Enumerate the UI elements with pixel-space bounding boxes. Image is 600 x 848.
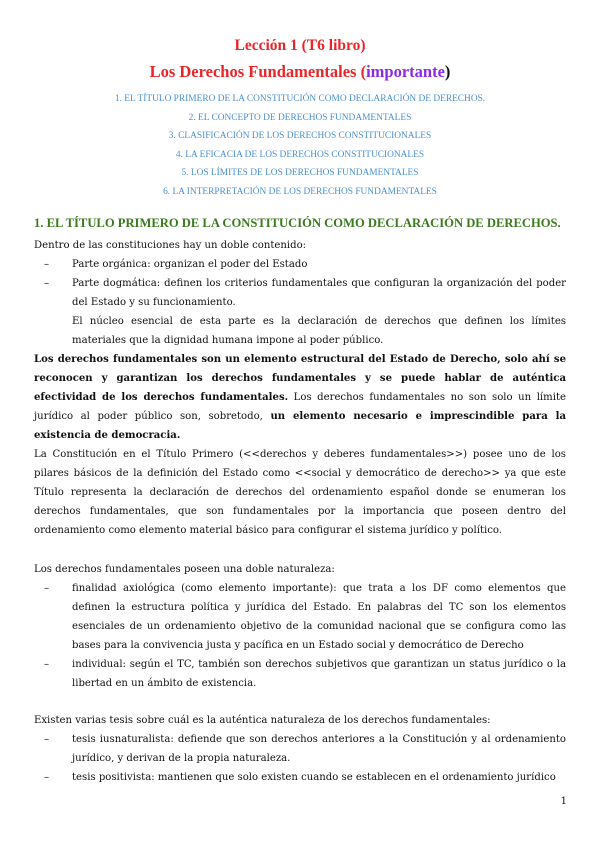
section-body-b bbox=[34, 445, 566, 540]
content-list bbox=[34, 255, 566, 312]
list-item bbox=[34, 579, 566, 655]
list-item-text: Parte dogmática: definen los criterios fundamentales que configuran la organización del poder del Estado y su funcionamiento. bbox=[72, 278, 566, 308]
bold-conclusion: un elemento necesario e imprescindible para la existencia de democracia. bbox=[34, 411, 566, 441]
intro-text: Dentro de las constituciones hay un doble contenido: bbox=[34, 240, 307, 251]
list-item bbox=[34, 255, 566, 274]
dash-bullet: – bbox=[44, 734, 50, 745]
paragraph: Existen varias tesis sobre cuál es la auténtica naturaleza de los derechos fundamentales: bbox=[34, 715, 491, 726]
paragraph: Los derechos fundamentales poseen una doble naturaleza: bbox=[34, 564, 335, 575]
toc-item[interactable]: 1. EL TÍTULO PRIMERO DE LA CONSTITUCIÓN COMO DECLARACIÓN DE DERECHOS. bbox=[114, 94, 486, 104]
nature-list bbox=[34, 579, 566, 693]
paragraph: La Constitución en el Título Primero (<<derechos y deberes fundamentales>>) posee uno de los pilares básicos de la definición del Estado como <<social y democrático de derecho>> ya que este Título representa la declaración de derechos del ordenamiento español donde se enumeran los derechos fundamentales, que son fundamentales por la importancia que poseen dentro del ordenamiento como elemento material básico para configurar el sistema jurídico y político. bbox=[34, 449, 566, 536]
dash-bullet: – bbox=[44, 659, 50, 670]
dash-bullet: – bbox=[44, 278, 50, 289]
dash-bullet: – bbox=[44, 772, 50, 783]
list-item bbox=[34, 768, 566, 787]
list-item-text: individual: según el TC, también son derechos subjetivos que garantizan un status jurídico o la libertad en un ámbito de existencia. bbox=[72, 659, 566, 689]
list-continuation: El núcleo esencial de esta parte es la declaración de derechos que definen los límites materiales que la dignidad humana impone al poder público. bbox=[72, 316, 566, 346]
theses-list bbox=[34, 730, 566, 787]
main-title bbox=[0, 62, 600, 82]
section-body-c bbox=[34, 560, 566, 693]
list-item bbox=[34, 655, 566, 693]
dash-bullet: – bbox=[44, 583, 50, 594]
list-item-text: tesis iusnaturalista: defiende que son derechos anteriores a la Constitución y al ordenamiento jurídico, y derivan de la propia naturaleza. bbox=[72, 734, 566, 764]
list-item-text: Parte orgánica: organizan el poder del Estado bbox=[72, 259, 308, 270]
toc-item[interactable]: 5. LOS LÍMITES DE LOS DERECHOS FUNDAMENTALES bbox=[181, 168, 419, 179]
list-item bbox=[34, 730, 566, 768]
table-of-contents bbox=[0, 90, 600, 202]
normal-statement: Los derechos fundamentales no son solo un límite jurídico al poder público son, sobretodo, bbox=[34, 392, 566, 422]
key-paragraph bbox=[34, 350, 566, 445]
section-body-d bbox=[34, 711, 566, 787]
main-title-highlight: importante bbox=[366, 62, 445, 81]
toc-item[interactable]: 3. CLASIFICACIÓN DE LOS DERECHOS CONSTITUCIONALES bbox=[168, 131, 432, 142]
lesson-title: Lección 1 (T6 libro) bbox=[234, 37, 366, 54]
page-number: 1 bbox=[560, 796, 567, 807]
list-item bbox=[34, 274, 566, 312]
section-heading: 1. EL TÍTULO PRIMERO DE LA CONSTITUCIÓN COMO DECLARACIÓN DE DERECHOS. bbox=[34, 216, 561, 230]
main-title-prefix: Los Derechos Fundamentales ( bbox=[149, 62, 367, 81]
list-item-text: finalidad axiológica (como elemento importante): que trata a los DF como elementos que definen la estructura política y jurídica del Estado. En palabras del TC son los elementos esenciales de un ordenamiento objetivo de la comunidad nacional que se configura como las bases para la convivencia justa y pacífica en un Estado social y democrático de Derecho bbox=[72, 583, 566, 651]
toc-item[interactable]: 4. LA EFICACIA DE LOS DERECHOS CONSTITUCIONALES bbox=[175, 149, 425, 160]
toc-item[interactable]: 2. EL CONCEPTO DE DERECHOS FUNDAMENTALES bbox=[188, 112, 412, 123]
section-body-a bbox=[34, 236, 566, 445]
list-item-text: tesis positivista: mantienen que solo existen cuando se establecen en el ordenamiento jurídico bbox=[72, 772, 556, 783]
main-title-suffix: ) bbox=[444, 62, 451, 81]
bold-statement: Los derechos fundamentales son un elemento estructural del Estado de Derecho, solo ahí se reconocen y garantizan los derechos fundamentales y se puede hablar de auténtica efectividad de los derechos fundamentales. bbox=[34, 354, 566, 403]
dash-bullet: – bbox=[44, 259, 50, 270]
toc-item[interactable]: 6. LA INTERPRETACIÓN DE LOS DERECHOS FUNDAMENTALES bbox=[163, 186, 437, 197]
